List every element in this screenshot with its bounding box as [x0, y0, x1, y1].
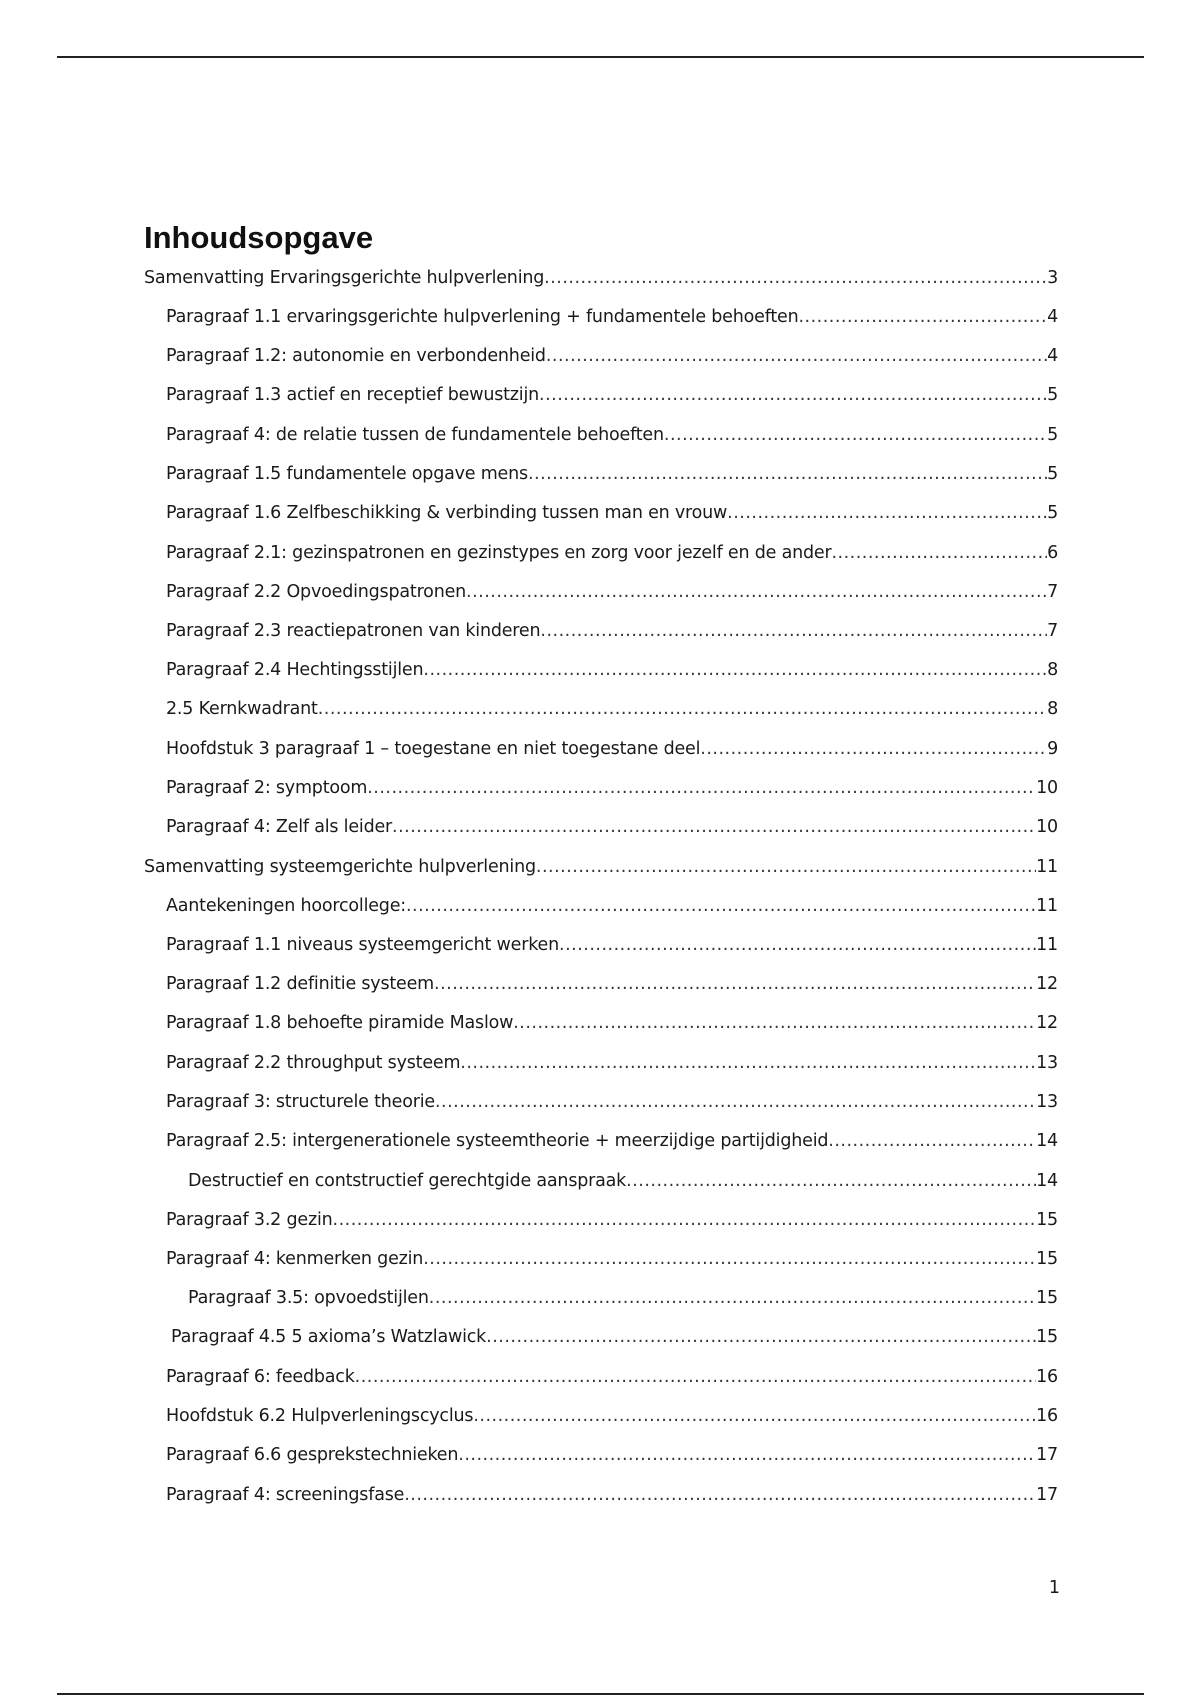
toc-entry-label: Paragraaf 1.1 ervaringsgerichte hulpverlening + fundamentele behoeften — [166, 307, 799, 327]
toc-entry[interactable] — [166, 1210, 1058, 1236]
dot-leader — [404, 1485, 1036, 1505]
toc-entry-page: 6 — [1047, 543, 1058, 563]
toc-entry-label: Paragraaf 6.6 gesprekstechnieken — [166, 1445, 459, 1465]
toc-entry-label: 2.5 Kernkwadrant — [166, 699, 318, 719]
toc-entry[interactable] — [166, 385, 1058, 411]
dot-leader — [539, 385, 1047, 405]
toc-entry[interactable] — [166, 896, 1058, 922]
toc-entry-label: Hoofdstuk 3 paragraaf 1 – toegestane en niet toegestane deel — [166, 739, 701, 759]
toc-entry-page: 10 — [1036, 778, 1058, 798]
toc-entry-page: 9 — [1047, 739, 1058, 759]
dot-leader — [333, 1210, 1037, 1230]
toc-entry-label: Paragraaf 3: structurele theorie — [166, 1092, 435, 1112]
toc-entry-label: Paragraaf 2: symptoom — [166, 778, 368, 798]
toc-entry-page: 12 — [1036, 1013, 1058, 1033]
toc-entry-label: Hoofdstuk 6.2 Hulpverleningscyclus — [166, 1406, 474, 1426]
toc-entry-page: 5 — [1047, 503, 1058, 523]
toc-entry-label: Paragraaf 2.5: intergenerationele systeemtheorie + meerzijdige partijdigheid — [166, 1131, 829, 1151]
toc-entry[interactable] — [144, 268, 1058, 294]
toc-entry-page: 10 — [1036, 817, 1058, 837]
dot-leader — [458, 1445, 1036, 1465]
toc-entry-page: 7 — [1047, 621, 1058, 641]
dot-leader — [700, 739, 1047, 759]
toc-entry-page: 3 — [1047, 268, 1058, 288]
toc-entry-page: 16 — [1036, 1367, 1058, 1387]
toc-entry-label: Destructief en contstructief gerechtgide aanspraak — [188, 1171, 627, 1191]
toc-entry[interactable] — [188, 1288, 1058, 1314]
dot-leader — [626, 1171, 1036, 1191]
dot-leader — [828, 1131, 1036, 1151]
page-number: 1 — [1048, 1578, 1060, 1598]
toc-entry[interactable] — [166, 582, 1058, 608]
toc-entry-label: Paragraaf 1.5 fundamentele opgave mens — [166, 464, 528, 484]
toc-entry-label: Paragraaf 4.5 5 axioma’s Watzlawick — [171, 1327, 487, 1347]
toc-entry[interactable] — [166, 1131, 1058, 1157]
toc-entry-page: 5 — [1047, 425, 1058, 445]
toc-entry[interactable] — [166, 974, 1058, 1000]
toc-entry[interactable] — [166, 1445, 1058, 1471]
header-rule — [57, 56, 1144, 58]
toc-entry-label: Paragraaf 2.3 reactiepatronen van kinderen — [166, 621, 541, 641]
dot-leader — [831, 543, 1047, 563]
toc-entry-label: Paragraaf 2.2 Opvoedingspatronen — [166, 582, 467, 602]
dot-leader — [486, 1327, 1036, 1347]
dot-leader — [798, 307, 1047, 327]
toc-entry-page: 13 — [1036, 1092, 1058, 1112]
toc-entry-label: Paragraaf 1.3 actief en receptief bewustzijn — [166, 385, 540, 405]
toc-entry[interactable] — [166, 1406, 1058, 1432]
toc-entry[interactable] — [166, 503, 1058, 529]
toc-entry-page: 4 — [1047, 307, 1058, 327]
dot-leader — [423, 1249, 1036, 1269]
dot-leader — [460, 1053, 1036, 1073]
toc-entry-label: Paragraaf 4: de relatie tussen de fundamentele behoeften — [166, 425, 664, 445]
toc-entry-label: Paragraaf 1.1 niveaus systeemgericht werken — [166, 935, 559, 955]
toc-entry[interactable] — [166, 817, 1058, 843]
toc-entry-label: Paragraaf 4: Zelf als leider — [166, 817, 393, 837]
toc-entry[interactable] — [166, 1249, 1058, 1275]
toc-entry-page: 8 — [1047, 699, 1058, 719]
toc-entry-page: 5 — [1047, 464, 1058, 484]
dot-leader — [435, 1092, 1036, 1112]
toc-entry-label: Paragraaf 1.8 behoefte piramide Maslow — [166, 1013, 514, 1033]
toc-entry[interactable] — [166, 1053, 1058, 1079]
toc-entry-label: Paragraaf 4: screeningsfase — [166, 1485, 405, 1505]
toc-entry[interactable] — [166, 543, 1058, 569]
toc-entry-page: 16 — [1036, 1406, 1058, 1426]
dot-leader — [434, 974, 1036, 994]
toc-entry-page: 12 — [1036, 974, 1058, 994]
footer-rule — [57, 1693, 1144, 1695]
toc-entry[interactable] — [171, 1327, 1058, 1353]
toc-entry[interactable] — [166, 660, 1058, 686]
toc-entry[interactable] — [144, 857, 1058, 883]
toc-entry-page: 13 — [1036, 1053, 1058, 1073]
dot-leader — [473, 1406, 1036, 1426]
toc-entry-page: 11 — [1036, 896, 1058, 916]
toc-entry-label: Paragraaf 3.2 gezin — [166, 1210, 333, 1230]
dot-leader — [466, 582, 1047, 602]
toc-entry-label: Paragraaf 2.4 Hechtingsstijlen — [166, 660, 424, 680]
dot-leader — [513, 1013, 1036, 1033]
toc-entry[interactable] — [166, 1013, 1058, 1039]
toc-entry-page: 15 — [1036, 1288, 1058, 1308]
toc-entry-label: Paragraaf 3.5: opvoedstijlen — [188, 1288, 429, 1308]
toc-entry-page: 15 — [1036, 1327, 1058, 1347]
dot-leader — [406, 896, 1036, 916]
dot-leader — [429, 1288, 1036, 1308]
toc-entry[interactable] — [166, 621, 1058, 647]
toc-entry[interactable] — [166, 739, 1058, 765]
toc-entry-label: Paragraaf 2.1: gezinspatronen en gezinstypes en zorg voor jezelf en de ander — [166, 543, 832, 563]
dot-leader — [540, 621, 1047, 641]
toc-entry-page: 11 — [1036, 857, 1058, 877]
toc-entry-page: 15 — [1036, 1210, 1058, 1230]
toc-entry-label: Paragraaf 4: kenmerken gezin — [166, 1249, 424, 1269]
toc-entry[interactable] — [166, 1367, 1058, 1393]
dot-leader — [392, 817, 1036, 837]
dot-leader — [355, 1367, 1036, 1387]
toc-entry-page: 4 — [1047, 346, 1058, 366]
toc-entry[interactable] — [166, 778, 1058, 804]
toc-entry[interactable] — [166, 307, 1058, 333]
toc-entry-label: Paragraaf 1.2: autonomie en verbondenheid — [166, 346, 546, 366]
toc-entry-page: 17 — [1036, 1485, 1058, 1505]
dot-leader — [536, 857, 1036, 877]
toc-entry-label: Aantekeningen hoorcollege: — [166, 896, 406, 916]
toc-entry-page: 5 — [1047, 385, 1058, 405]
dot-leader — [546, 346, 1047, 366]
toc-entry[interactable] — [166, 1485, 1058, 1511]
dot-leader — [318, 699, 1047, 719]
dot-leader — [544, 268, 1047, 288]
toc-entry-page: 14 — [1036, 1131, 1058, 1151]
toc-entry-label: Paragraaf 1.2 definitie systeem — [166, 974, 435, 994]
toc-entry-page: 8 — [1047, 660, 1058, 680]
toc-entry-label: Paragraaf 2.2 throughput systeem — [166, 1053, 461, 1073]
dot-leader — [528, 464, 1047, 484]
dot-leader — [559, 935, 1036, 955]
toc-entry[interactable] — [166, 346, 1058, 372]
toc-entry-label: Paragraaf 1.6 Zelfbeschikking & verbinding tussen man en vrouw — [166, 503, 728, 523]
toc-entry[interactable] — [166, 699, 1058, 725]
toc-entry-page: 17 — [1036, 1445, 1058, 1465]
dot-leader — [727, 503, 1047, 523]
toc-entry-page: 7 — [1047, 582, 1058, 602]
page-title: Inhoudsopgave — [144, 220, 374, 255]
dot-leader — [367, 778, 1036, 798]
dot-leader — [664, 425, 1047, 445]
toc-entry[interactable] — [166, 425, 1058, 451]
toc-entry-page: 15 — [1036, 1249, 1058, 1269]
toc-entry-page: 14 — [1036, 1171, 1058, 1191]
toc-entry-label: Paragraaf 6: feedback — [166, 1367, 355, 1387]
toc-entry[interactable] — [166, 464, 1058, 490]
toc-entry[interactable] — [166, 1092, 1058, 1118]
toc-entry[interactable] — [166, 935, 1058, 961]
dot-leader — [423, 660, 1047, 680]
toc-entry[interactable] — [188, 1171, 1058, 1197]
toc-entry-label: Samenvatting systeemgerichte hulpverlening — [144, 857, 536, 877]
toc-entry-page: 11 — [1036, 935, 1058, 955]
toc-entry-label: Samenvatting Ervaringsgerichte hulpverlening — [144, 268, 545, 288]
